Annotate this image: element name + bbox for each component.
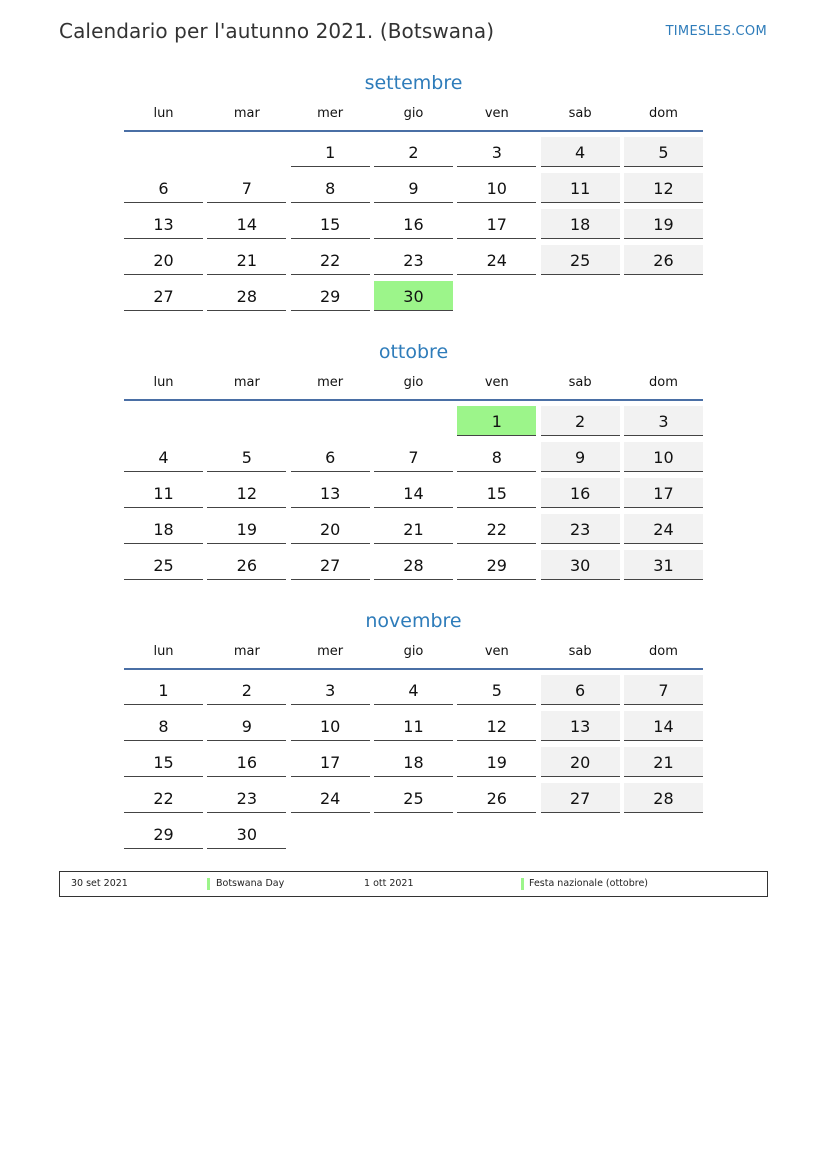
day-cell: 20 bbox=[124, 245, 203, 275]
week-row bbox=[124, 549, 703, 585]
month-title: novembre bbox=[365, 610, 462, 632]
week-row bbox=[124, 136, 703, 172]
day-cell: 29 bbox=[457, 550, 536, 580]
empty-day-cell bbox=[374, 406, 453, 435]
day-cell: 21 bbox=[207, 245, 286, 275]
weekday-header: lun bbox=[153, 374, 174, 390]
day-cell: 19 bbox=[207, 514, 286, 544]
day-cell: 5 bbox=[624, 137, 703, 167]
empty-day-cell bbox=[624, 281, 703, 310]
day-cell: 13 bbox=[541, 711, 620, 741]
day-cell: 17 bbox=[291, 747, 370, 777]
day-cell: 18 bbox=[541, 209, 620, 239]
day-cell: 20 bbox=[541, 747, 620, 777]
month-title: settembre bbox=[364, 72, 463, 94]
day-cell: 4 bbox=[374, 675, 453, 705]
week-row bbox=[124, 441, 703, 477]
weekday-header: sab bbox=[568, 374, 592, 390]
empty-day-cell bbox=[291, 819, 370, 848]
day-cell: 23 bbox=[541, 514, 620, 544]
day-cell: 11 bbox=[541, 173, 620, 203]
day-cell: 24 bbox=[624, 514, 703, 544]
day-cell: 10 bbox=[457, 173, 536, 203]
holiday-color-marker bbox=[207, 878, 210, 890]
day-cell: 25 bbox=[124, 550, 203, 580]
day-cell: 26 bbox=[457, 783, 536, 813]
empty-day-cell bbox=[207, 406, 286, 435]
weekday-header-row bbox=[124, 96, 703, 132]
empty-day-cell bbox=[207, 137, 286, 166]
legend-holiday-name: Festa nazionale (ottobre) bbox=[529, 878, 648, 889]
week-row bbox=[124, 818, 703, 854]
legend-date: 1 ott 2021 bbox=[364, 878, 414, 889]
weekday-header: dom bbox=[649, 105, 678, 121]
day-cell: 25 bbox=[541, 245, 620, 275]
week-row bbox=[124, 782, 703, 818]
day-cell: 26 bbox=[624, 245, 703, 275]
day-cell: 14 bbox=[374, 478, 453, 508]
week-row bbox=[124, 746, 703, 782]
empty-day-cell bbox=[624, 819, 703, 848]
day-cell: 4 bbox=[541, 137, 620, 167]
weekday-header: ven bbox=[484, 374, 509, 390]
week-row bbox=[124, 172, 703, 208]
week-row bbox=[124, 513, 703, 549]
day-cell: 14 bbox=[624, 711, 703, 741]
day-cell: 24 bbox=[291, 783, 370, 813]
day-cell: 11 bbox=[374, 711, 453, 741]
day-cell: 7 bbox=[207, 173, 286, 203]
day-cell: 3 bbox=[624, 406, 703, 436]
week-row bbox=[124, 280, 703, 316]
day-cell: 4 bbox=[124, 442, 203, 472]
day-cell: 29 bbox=[124, 819, 203, 849]
day-cell: 2 bbox=[207, 675, 286, 705]
day-cell: 22 bbox=[124, 783, 203, 813]
day-cell: 16 bbox=[207, 747, 286, 777]
day-cell: 5 bbox=[207, 442, 286, 472]
empty-day-cell bbox=[457, 281, 536, 310]
day-cell: 15 bbox=[124, 747, 203, 777]
day-cell: 18 bbox=[374, 747, 453, 777]
holiday-day-cell: 30 bbox=[374, 281, 453, 311]
day-cell: 3 bbox=[457, 137, 536, 167]
day-cell: 23 bbox=[374, 245, 453, 275]
day-cell: 6 bbox=[124, 173, 203, 203]
holiday-day-cell: 1 bbox=[457, 406, 536, 436]
weekday-header: sab bbox=[568, 643, 592, 659]
month-ottobre bbox=[124, 339, 703, 585]
week-row bbox=[124, 674, 703, 710]
day-cell: 12 bbox=[207, 478, 286, 508]
weekday-header: mar bbox=[233, 374, 260, 390]
day-cell: 15 bbox=[291, 209, 370, 239]
weekday-header: mar bbox=[233, 105, 260, 121]
day-cell: 12 bbox=[624, 173, 703, 203]
day-cell: 28 bbox=[374, 550, 453, 580]
weekday-header: lun bbox=[153, 643, 174, 659]
day-cell: 8 bbox=[124, 711, 203, 741]
weekday-header: gio bbox=[403, 105, 424, 121]
day-cell: 23 bbox=[207, 783, 286, 813]
day-cell: 20 bbox=[291, 514, 370, 544]
day-cell: 21 bbox=[374, 514, 453, 544]
day-cell: 7 bbox=[374, 442, 453, 472]
legend-holiday-name: Botswana Day bbox=[216, 878, 285, 889]
day-cell: 27 bbox=[541, 783, 620, 813]
day-cell: 6 bbox=[291, 442, 370, 472]
empty-day-cell bbox=[291, 406, 370, 435]
day-cell: 28 bbox=[624, 783, 703, 813]
day-cell: 2 bbox=[541, 406, 620, 436]
day-cell: 9 bbox=[541, 442, 620, 472]
day-cell: 30 bbox=[541, 550, 620, 580]
day-cell: 31 bbox=[624, 550, 703, 580]
weekday-header: ven bbox=[484, 643, 509, 659]
empty-day-cell bbox=[374, 819, 453, 848]
week-row bbox=[124, 208, 703, 244]
day-cell: 16 bbox=[374, 209, 453, 239]
empty-day-cell bbox=[541, 819, 620, 848]
weekday-header: mer bbox=[317, 105, 344, 121]
day-cell: 26 bbox=[207, 550, 286, 580]
day-cell: 5 bbox=[457, 675, 536, 705]
day-cell: 13 bbox=[124, 209, 203, 239]
day-cell: 27 bbox=[124, 281, 203, 311]
day-cell: 13 bbox=[291, 478, 370, 508]
weekday-header-row bbox=[124, 365, 703, 401]
day-cell: 1 bbox=[124, 675, 203, 705]
day-cell: 27 bbox=[291, 550, 370, 580]
day-cell: 15 bbox=[457, 478, 536, 508]
day-cell: 18 bbox=[124, 514, 203, 544]
empty-day-cell bbox=[457, 819, 536, 848]
month-novembre bbox=[124, 608, 703, 854]
day-cell: 1 bbox=[291, 137, 370, 167]
empty-day-cell bbox=[124, 137, 203, 166]
day-cell: 2 bbox=[374, 137, 453, 167]
empty-day-cell bbox=[124, 406, 203, 435]
month-title: ottobre bbox=[378, 341, 449, 363]
holiday-legend bbox=[59, 871, 768, 897]
weekday-header: mer bbox=[317, 374, 344, 390]
day-cell: 19 bbox=[624, 209, 703, 239]
page-title: Calendario per l'autunno 2021. (Botswana) bbox=[59, 19, 495, 43]
week-row bbox=[124, 405, 703, 441]
weekday-header: gio bbox=[403, 643, 424, 659]
holiday-color-marker bbox=[521, 878, 524, 890]
day-cell: 16 bbox=[541, 478, 620, 508]
day-cell: 11 bbox=[124, 478, 203, 508]
weekday-header: gio bbox=[403, 374, 424, 390]
weekday-header-row bbox=[124, 634, 703, 670]
day-cell: 17 bbox=[457, 209, 536, 239]
day-cell: 19 bbox=[457, 747, 536, 777]
week-row bbox=[124, 477, 703, 513]
day-cell: 8 bbox=[291, 173, 370, 203]
empty-day-cell bbox=[541, 281, 620, 310]
week-row bbox=[124, 710, 703, 746]
day-cell: 10 bbox=[291, 711, 370, 741]
day-cell: 25 bbox=[374, 783, 453, 813]
weekday-header: lun bbox=[153, 105, 174, 121]
day-cell: 24 bbox=[457, 245, 536, 275]
day-cell: 10 bbox=[624, 442, 703, 472]
weekday-header: dom bbox=[649, 374, 678, 390]
weekday-header: mer bbox=[317, 643, 344, 659]
day-cell: 7 bbox=[624, 675, 703, 705]
day-cell: 8 bbox=[457, 442, 536, 472]
day-cell: 12 bbox=[457, 711, 536, 741]
site-link[interactable]: TIMESLES.COM bbox=[665, 24, 767, 39]
weekday-header: dom bbox=[649, 643, 678, 659]
day-cell: 30 bbox=[207, 819, 286, 849]
weekday-header: mar bbox=[233, 643, 260, 659]
day-cell: 9 bbox=[207, 711, 286, 741]
day-cell: 14 bbox=[207, 209, 286, 239]
day-cell: 3 bbox=[291, 675, 370, 705]
weekday-header: sab bbox=[568, 105, 592, 121]
day-cell: 9 bbox=[374, 173, 453, 203]
month-settembre bbox=[124, 70, 703, 316]
week-row bbox=[124, 244, 703, 280]
day-cell: 28 bbox=[207, 281, 286, 311]
weekday-header: ven bbox=[484, 105, 509, 121]
day-cell: 6 bbox=[541, 675, 620, 705]
day-cell: 17 bbox=[624, 478, 703, 508]
day-cell: 22 bbox=[457, 514, 536, 544]
legend-date: 30 set 2021 bbox=[71, 878, 128, 889]
day-cell: 29 bbox=[291, 281, 370, 311]
day-cell: 22 bbox=[291, 245, 370, 275]
day-cell: 21 bbox=[624, 747, 703, 777]
